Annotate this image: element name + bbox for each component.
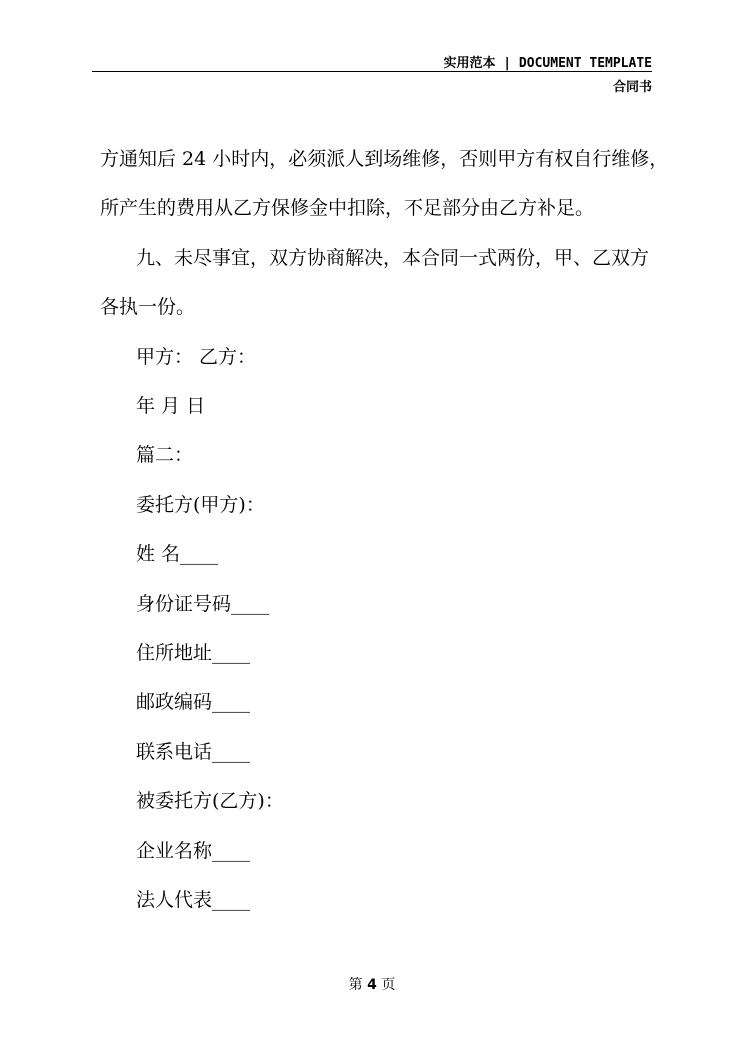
body-line: 企业名称____ [136,840,251,862]
body-line: 各执一份。 [100,296,196,318]
header-divider [92,71,652,72]
page-number: 4 [367,977,377,993]
body-line: 篇二： [136,444,194,466]
body-line: 法人代表____ [136,889,251,911]
page-prefix: 第 [348,977,363,993]
body-line: 被委托方(乙方)： [136,790,284,812]
body-line: 委托方(甲方)： [136,494,265,516]
body-line: 九、未尽事宜，双方协商解决，本合同一式两份，甲、乙双方 [136,247,650,269]
body-line: 住所地址____ [136,642,251,664]
body-line: 邮政编码____ [136,691,251,713]
page-suffix: 页 [381,977,396,993]
body-line: 甲方： 乙方： [136,346,257,368]
page-footer [0,974,744,994]
body-line: 联系电话____ [136,741,251,763]
header-title: 实用范本 | DOCUMENT TEMPLATE [443,56,652,71]
body-line: 年 月 日 [136,395,206,417]
header-subtitle: 合同书 [612,80,652,95]
body-line: 所产生的费用从乙方保修金中扣除，不足部分由乙方补足。 [100,197,595,219]
body-line: 姓 名____ [136,543,219,565]
body-line: 身份证号码____ [136,593,270,615]
body-line: 方通知后 24 小时内，必须派人到场维修，否则甲方有权自行维修， [100,148,669,170]
